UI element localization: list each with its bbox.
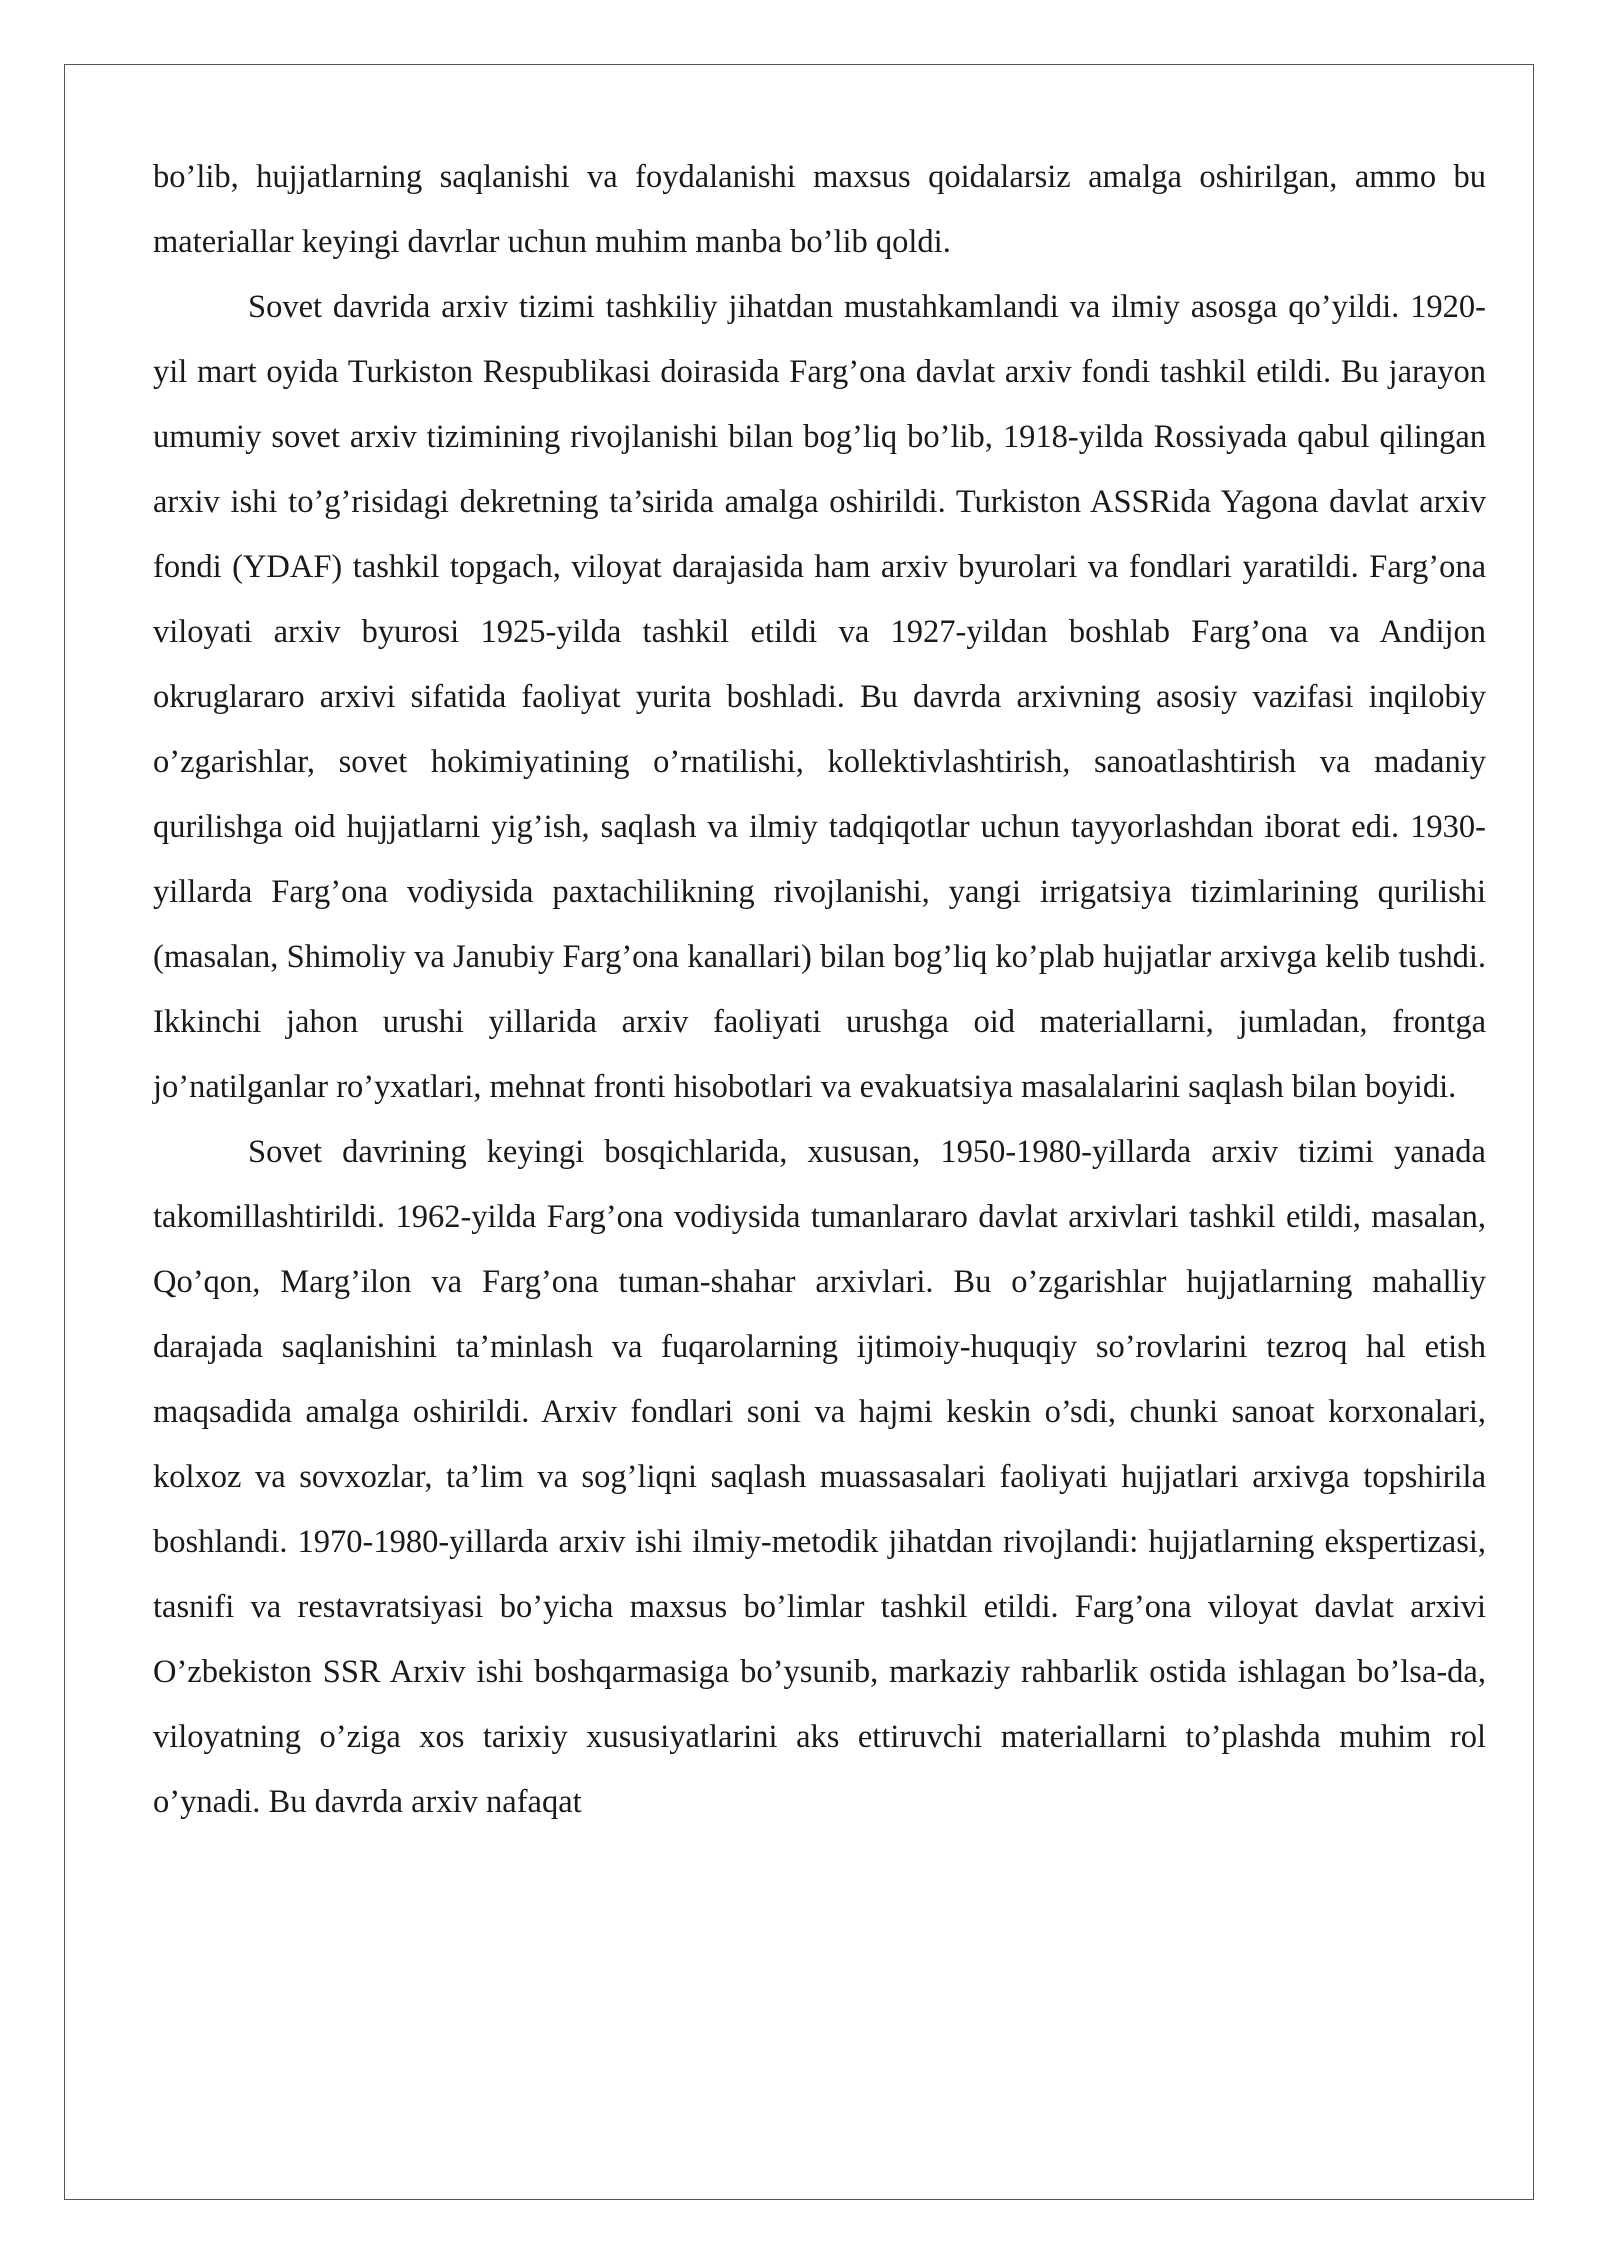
- document-body: [153, 145, 1486, 1835]
- paragraph-soviet-archive-system: Sovet davrida arxiv tizimi tashkiliy jihatdan mustahkamlandi va ilmiy asosga qo’yildi. 1920-yil mart oyida Turkiston Respublikasi doirasida Farg’ona davlat arxiv fondi tashkil etildi. Bu jarayon umumiy sovet arxiv tizimining rivojlanishi bilan bog’liq bo’lib, 1918-yilda Rossiyada qabul qilingan arxiv ishi to’g’risidagi dekretning ta’sirida amalga oshirildi. Turkiston ASSRida Yagona davlat arxiv fondi (YDAF) tashkil topgach, viloyat darajasida ham arxiv byurolari va fondlari yaratildi. Farg’ona viloyati arxiv byurosi 1925-yilda tashkil etildi va 1927-yildan boshlab Farg’ona va Andijon okruglararo arxivi sifatida faoliyat yurita boshladi. Bu davrda arxivning asosiy vazifasi inqilobiy o’zgarishlar, sovet hokimiyatining o’rnatilishi, kollektivlashtirish, sanoatlashtirish va madaniy qurilishga oid hujjatlarni yig’ish, saqlash va ilmiy tadqiqotlar uchun tayyorlashdan iborat edi. 1930-yillarda Farg’ona vodiysida paxtachilikning rivojlanishi, yangi irrigatsiya tizimlarining qurilishi (masalan, Shimoliy va Janubiy Farg’ona kanallari) bilan bog’liq ko’plab hujjatlar arxivga kelib tushdi. Ikkinchi jahon urushi yillarida arxiv faoliyati urushga oid materiallarni, jumladan, frontga jo’natilganlar ro’yxatlari, mehnat fronti hisobotlari va evakuatsiya masalalarini saqlash bilan boyidi.: [153, 289, 1486, 1105]
- paragraph-later-soviet-stages: Sovet davrining keyingi bosqichlarida, xususan, 1950-1980-yillarda arxiv tizimi yanada takomillashtirildi. 1962-yilda Farg’ona vodiysida tumanlararo davlat arxivlari tashkil etildi, masalan, Qo’qon, Marg’ilon va Farg’ona tuman-shahar arxivlari. Bu o’zgarishlar hujjatlarning mahalliy darajada saqlanishini ta’minlash va fuqarolarning ijtimoiy-huquqiy so’rovlarini tezroq hal etish maqsadida amalga oshirildi. Arxiv fondlari soni va hajmi keskin o’sdi, chunki sanoat korxonalari, kolxoz va sovxozlar, ta’lim va sog’liqni saqlash muassasalari faoliyati hujjatlari arxivga topshirila boshlandi. 1970-1980-yillarda arxiv ishi ilmiy-metodik jihatdan rivojlandi: hujjatlarning ekspertizasi, tasnifi va restavratsiyasi bo’yicha maxsus bo’limlar tashkil etildi. Farg’ona viloyat davlat arxivi O’zbekiston SSR Arxiv ishi boshqarmasiga bo’ysunib, markaziy rahbarlik ostida ishlagan bo’lsa-da, viloyatning o’ziga xos tarixiy xususiyatlarini aks ettiruvchi materiallarni to’plashda muhim rol o’ynadi. Bu davrda arxiv nafaqat: [153, 1134, 1486, 1820]
- paragraph-continuation: bo’lib, hujjatlarning saqlanishi va foydalanishi maxsus qoidalarsiz amalga oshirilgan, ammo bu materiallar keyingi davrlar uchun muhim manba bo’lib qoldi.: [153, 159, 1486, 260]
